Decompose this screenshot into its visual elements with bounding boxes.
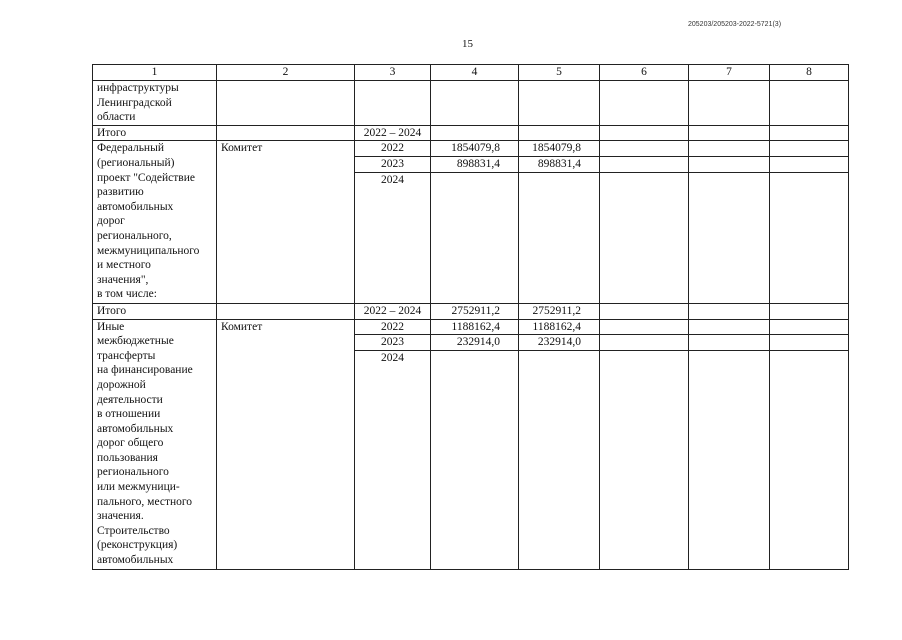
row-name-line: инфраструктуры (97, 82, 179, 94)
amount-regional-cell: 898831,4 (519, 156, 600, 172)
document-id: 205203/205203-2022-5721(3) (688, 21, 782, 28)
table-row (93, 303, 849, 319)
row-name-line: межмуниципального (97, 244, 200, 257)
table-header-row (93, 65, 849, 81)
row-name-line: значения. (97, 510, 144, 523)
row-name-line: пального, местного (97, 495, 193, 508)
amount-total-cell: 232914,0 (431, 335, 519, 351)
empty-cell (770, 125, 849, 141)
executor-cell: Комитет (217, 141, 355, 304)
empty-cell (770, 156, 849, 172)
empty-cell (689, 335, 770, 351)
row-name-line: дорог (97, 215, 125, 228)
row-name-cell (93, 81, 217, 126)
row-name-line: в том числе: (97, 288, 157, 301)
row-name-line: автомобильных (97, 422, 174, 435)
amount-total-cell (431, 172, 519, 303)
amount-regional-cell: 1188162,4 (519, 319, 600, 335)
row-name-line: Иные (97, 320, 125, 333)
empty-cell (689, 172, 770, 303)
empty-cell (689, 319, 770, 335)
row-name-line: значения", (97, 273, 149, 286)
year-cell: 2022 – 2024 (355, 303, 431, 319)
empty-cell (600, 335, 689, 351)
row-name-line: области (97, 111, 136, 124)
empty-cell (689, 350, 770, 569)
empty-cell (600, 172, 689, 303)
empty-cell (600, 81, 689, 126)
row-name-cell (93, 141, 217, 304)
amount-total-cell: 898831,4 (431, 156, 519, 172)
empty-cell (600, 125, 689, 141)
row-name-cell (93, 125, 217, 141)
row-name-line: развитию (97, 186, 144, 199)
amount-total-cell: 1854079,8 (431, 141, 519, 157)
empty-cell (770, 319, 849, 335)
row-name-line: на финансирование (97, 364, 193, 377)
row-name-line: в отношении (97, 408, 161, 421)
empty-cell (600, 319, 689, 335)
year-cell: 2022 (355, 319, 431, 335)
table-row (93, 125, 849, 141)
column-header-7: 7 (689, 65, 770, 81)
empty-cell (689, 141, 770, 157)
year-cell: 2022 – 2024 (355, 125, 431, 141)
year-cell: 2024 (355, 172, 431, 303)
row-name-line: пользования (97, 451, 158, 464)
row-name-line: и местного (97, 259, 151, 272)
page-number: 15 (462, 38, 473, 50)
empty-cell (770, 350, 849, 569)
column-header-8: 8 (770, 65, 849, 81)
amount-regional-cell (519, 172, 600, 303)
empty-cell (689, 156, 770, 172)
row-name-line: (региональный) (97, 156, 175, 169)
table-body (93, 65, 849, 570)
row-name-line: Итого (97, 126, 127, 139)
row-name-line: деятельности (97, 393, 163, 406)
empty-cell (600, 156, 689, 172)
empty-cell (770, 81, 849, 126)
row-name-line: или межмуници- (97, 481, 180, 494)
table-row (93, 141, 849, 157)
empty-cell (600, 141, 689, 157)
empty-cell (689, 303, 770, 319)
empty-cell (689, 81, 770, 126)
column-header-6: 6 (600, 65, 689, 81)
row-name-line: трансферты (97, 349, 156, 362)
year-cell: 2022 (355, 141, 431, 157)
table-row (93, 81, 849, 126)
row-name-line: Итого (97, 304, 127, 317)
row-name-line: автомобильных (97, 554, 174, 567)
amount-regional-cell (519, 125, 600, 141)
amount-total-cell (431, 350, 519, 569)
amount-regional-cell: 1854079,8 (519, 141, 600, 157)
row-name-line: Федеральный (97, 142, 164, 155)
empty-cell (600, 350, 689, 569)
empty-cell (770, 303, 849, 319)
empty-cell (519, 81, 600, 126)
executor-cell (217, 81, 355, 126)
amount-regional-cell (519, 350, 600, 569)
row-name-line: регионального, (97, 229, 172, 242)
executor-cell (217, 303, 355, 319)
empty-cell (770, 172, 849, 303)
row-name-line: дорог общего (97, 437, 164, 450)
empty-cell (600, 303, 689, 319)
amount-total-cell: 2752911,2 (431, 303, 519, 319)
empty-cell (689, 125, 770, 141)
empty-cell (770, 335, 849, 351)
row-name-line: межбюджетные (97, 335, 174, 348)
column-header-2: 2 (217, 65, 355, 81)
row-name-line: автомобильных (97, 200, 174, 213)
amount-total-cell: 1188162,4 (431, 319, 519, 335)
row-name-line: (реконструкция) (97, 539, 178, 552)
row-name-line: Ленинградской (97, 96, 172, 109)
year-cell: 2023 (355, 156, 431, 172)
table-row (93, 319, 849, 335)
column-header-3: 3 (355, 65, 431, 81)
amount-regional-cell: 232914,0 (519, 335, 600, 351)
executor-cell: Комитет (217, 319, 355, 569)
program-financing-table (92, 64, 849, 570)
row-name-cell (93, 319, 217, 569)
column-header-5: 5 (519, 65, 600, 81)
row-name-line: регионального (97, 466, 169, 479)
row-name-line: проект "Содействие (97, 171, 195, 184)
column-header-4: 4 (431, 65, 519, 81)
empty-cell (770, 141, 849, 157)
year-cell: 2023 (355, 335, 431, 351)
executor-cell (217, 125, 355, 141)
amount-regional-cell: 2752911,2 (519, 303, 600, 319)
row-name-line: дорожной (97, 378, 146, 391)
row-name-line: Строительство (97, 524, 170, 537)
empty-cell (431, 81, 519, 126)
year-cell: 2024 (355, 350, 431, 569)
amount-total-cell (431, 125, 519, 141)
row-name-cell (93, 303, 217, 319)
empty-cell (355, 81, 431, 126)
column-header-1: 1 (93, 65, 217, 81)
